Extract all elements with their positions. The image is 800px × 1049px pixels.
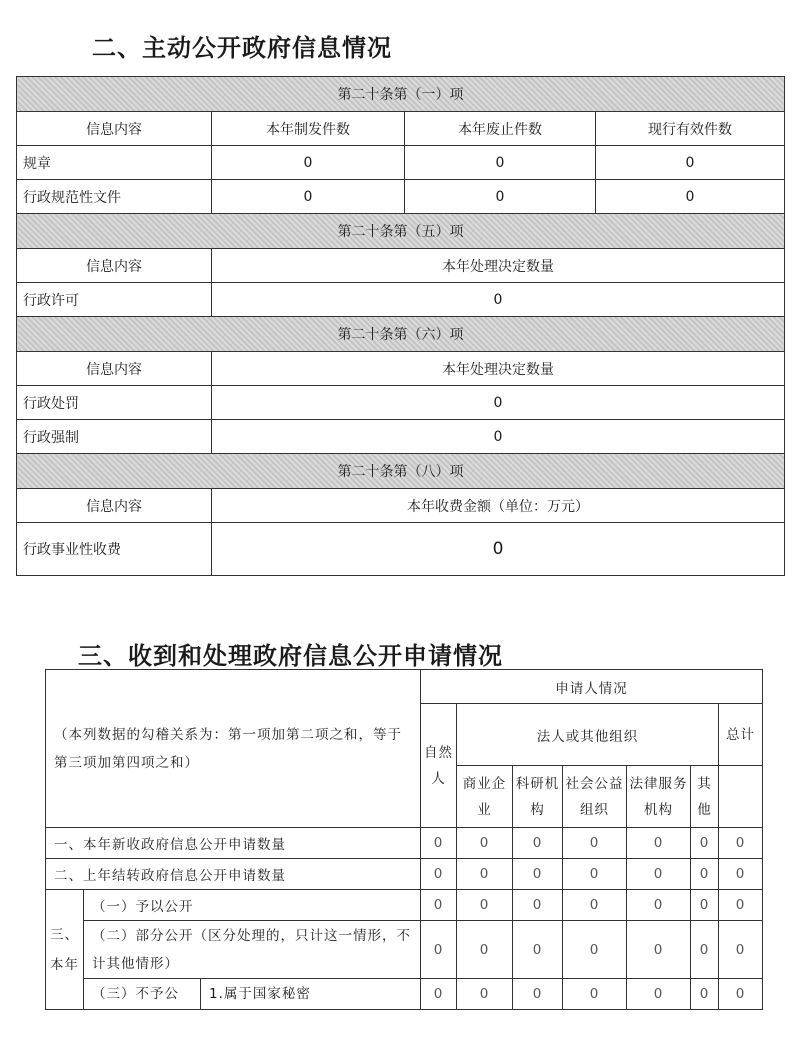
col-header: 本年处理决定数量 bbox=[212, 249, 785, 283]
cell-value: 0 bbox=[691, 979, 719, 1010]
header-row bbox=[46, 670, 763, 704]
sub-header: 其他 bbox=[691, 766, 719, 828]
header-row bbox=[17, 489, 785, 523]
header-row bbox=[17, 249, 785, 283]
cell-value: 0 bbox=[421, 890, 457, 921]
cell-value: 0 bbox=[421, 828, 457, 859]
cell-value: 0 bbox=[719, 979, 763, 1010]
cell-value: 0 bbox=[457, 859, 513, 890]
section-three-title: 三、收到和处理政府信息公开申请情况 bbox=[78, 642, 503, 670]
proactive-disclosure-table bbox=[16, 76, 785, 576]
banner-row bbox=[17, 214, 785, 249]
cell-value: 0 bbox=[421, 859, 457, 890]
col-header: 现行有效件数 bbox=[596, 112, 785, 146]
article-6-banner: 第二十条第（六）项 bbox=[17, 317, 785, 352]
section-two-title: 二、主动公开政府信息情况 bbox=[92, 34, 392, 62]
table-row bbox=[17, 420, 785, 454]
col-info-header: 信息内容 bbox=[17, 112, 212, 146]
row-label: 行政事业性收费 bbox=[17, 523, 212, 576]
table-row bbox=[17, 180, 785, 214]
cell-value: 0 bbox=[212, 146, 405, 180]
col-header: 本年处理决定数量 bbox=[212, 352, 785, 386]
table-row bbox=[17, 146, 785, 180]
row-label: 行政处罚 bbox=[17, 386, 212, 420]
cell-value: 0 bbox=[691, 890, 719, 921]
row-sublabel: 1.属于国家秘密 bbox=[209, 986, 311, 1002]
cell-value: 0 bbox=[405, 146, 596, 180]
note-cell: （本列数据的勾稽关系为：第一项加第二项之和，等于第三项加第四项之和） bbox=[46, 670, 421, 828]
cell-value: 0 bbox=[596, 146, 785, 180]
row-label: 行政许可 bbox=[17, 283, 212, 317]
table-row bbox=[46, 890, 763, 921]
sub-header: 商业企业 bbox=[457, 766, 513, 828]
cell-value: 0 bbox=[421, 979, 457, 1010]
cell-value: 0 bbox=[563, 921, 627, 979]
cell-value: 0 bbox=[563, 979, 627, 1010]
cell-value: 0 bbox=[421, 921, 457, 979]
cell-value: 0 bbox=[513, 859, 563, 890]
row-label: 规章 bbox=[17, 146, 212, 180]
cell-value: 0 bbox=[457, 828, 513, 859]
total-blank bbox=[719, 766, 763, 828]
table-row bbox=[46, 921, 763, 979]
cell-value: 0 bbox=[627, 828, 691, 859]
sub-header: 社会公益组织 bbox=[563, 766, 627, 828]
cell-value: 0 bbox=[596, 180, 785, 214]
cell-value: 0 bbox=[691, 828, 719, 859]
row-label bbox=[84, 979, 421, 1010]
cell-value: 0 bbox=[563, 828, 627, 859]
article-8-banner: 第二十条第（八）项 bbox=[17, 454, 785, 489]
banner-row bbox=[17, 454, 785, 489]
cell-value: 0 bbox=[719, 828, 763, 859]
cell-value: 0 bbox=[513, 828, 563, 859]
row-label: 行政强制 bbox=[17, 420, 212, 454]
side-label: 三、本年 bbox=[46, 890, 84, 1010]
cell-value: 0 bbox=[719, 921, 763, 979]
row-label: （二）部分公开（区分处理的，只计这一情形，不计其他情形） bbox=[84, 921, 421, 979]
banner-row bbox=[17, 317, 785, 352]
total-header: 总计 bbox=[719, 704, 763, 766]
col-header: 本年收费金额（单位：万元） bbox=[212, 489, 785, 523]
cell-value: 0 bbox=[457, 979, 513, 1010]
col-info-header: 信息内容 bbox=[17, 489, 212, 523]
table-row bbox=[46, 979, 763, 1010]
row-label: 二、上年结转政府信息公开申请数量 bbox=[46, 859, 421, 890]
cell-value: 0 bbox=[719, 890, 763, 921]
banner-row bbox=[17, 77, 785, 112]
cell-value: 0 bbox=[212, 180, 405, 214]
cell-value: 0 bbox=[513, 921, 563, 979]
legal-entity-header: 法人或其他组织 bbox=[457, 704, 719, 766]
cell-value: 0 bbox=[719, 859, 763, 890]
header-row bbox=[17, 112, 785, 146]
cell-value: 0 bbox=[627, 859, 691, 890]
cell-value: 0 bbox=[212, 523, 785, 576]
row-label: （一）予以公开 bbox=[84, 890, 421, 921]
cell-value: 0 bbox=[513, 890, 563, 921]
row-label: 一、本年新收政府信息公开申请数量 bbox=[46, 828, 421, 859]
table-row bbox=[17, 386, 785, 420]
applicant-header: 申请人情况 bbox=[421, 670, 763, 704]
table-row bbox=[17, 283, 785, 317]
cell-value: 0 bbox=[405, 180, 596, 214]
cell-value: 0 bbox=[627, 890, 691, 921]
cell-value: 0 bbox=[457, 890, 513, 921]
col-header: 本年制发件数 bbox=[212, 112, 405, 146]
natural-person-header: 自然人 bbox=[421, 704, 457, 828]
table-row bbox=[46, 859, 763, 890]
sub-header: 法律服务机构 bbox=[627, 766, 691, 828]
article-5-banner: 第二十条第（五）项 bbox=[17, 214, 785, 249]
col-info-header: 信息内容 bbox=[17, 249, 212, 283]
cell-value: 0 bbox=[563, 859, 627, 890]
cell-value: 0 bbox=[627, 921, 691, 979]
cell-value: 0 bbox=[212, 386, 785, 420]
cell-value: 0 bbox=[691, 859, 719, 890]
row-label: 行政规范性文件 bbox=[17, 180, 212, 214]
cell-value: 0 bbox=[513, 979, 563, 1010]
cell-value: 0 bbox=[457, 921, 513, 979]
row-label-main: （三）不予公 bbox=[84, 979, 201, 1009]
table-row bbox=[46, 828, 763, 859]
col-header: 本年废止件数 bbox=[405, 112, 596, 146]
cell-value: 0 bbox=[212, 283, 785, 317]
table-row bbox=[17, 523, 785, 576]
cell-value: 0 bbox=[627, 979, 691, 1010]
application-handling-table bbox=[45, 669, 763, 1010]
cell-value: 0 bbox=[691, 921, 719, 979]
cell-value: 0 bbox=[563, 890, 627, 921]
cell-value: 0 bbox=[212, 420, 785, 454]
col-info-header: 信息内容 bbox=[17, 352, 212, 386]
article-1-banner: 第二十条第（一）项 bbox=[17, 77, 785, 112]
header-row bbox=[17, 352, 785, 386]
sub-header: 科研机构 bbox=[513, 766, 563, 828]
